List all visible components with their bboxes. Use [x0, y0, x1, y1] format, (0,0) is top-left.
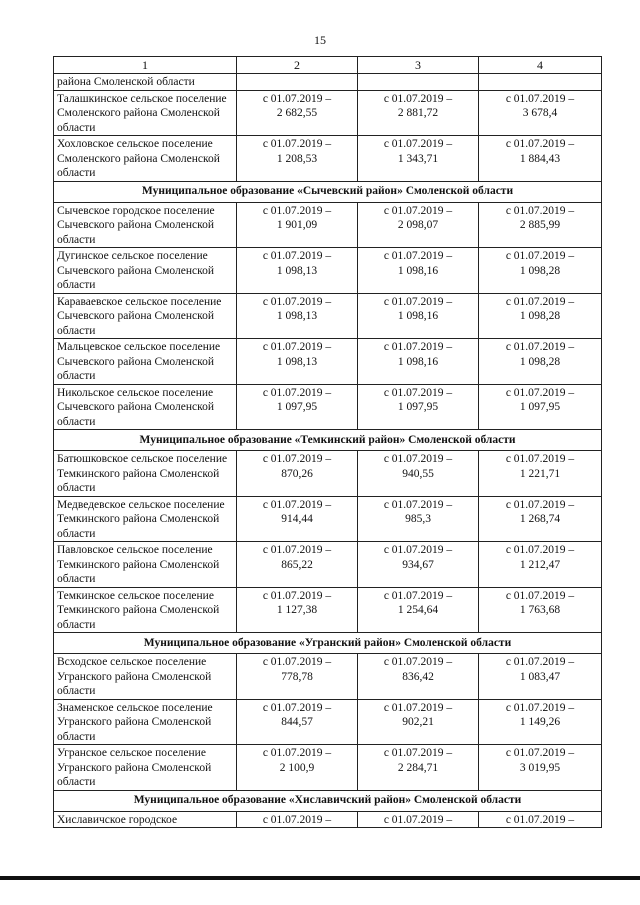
- value-cell-c3: [358, 202, 479, 248]
- value-cell-c2: [237, 699, 358, 745]
- tariff-value: 1 098,28: [519, 355, 561, 368]
- tariff-value: 1 149,26: [519, 716, 561, 728]
- effective-date: с 01.07.2019 –: [262, 138, 332, 150]
- empty-cell: [237, 74, 358, 91]
- effective-date: с 01.07.2019 –: [383, 544, 453, 556]
- value-cell-c2: [237, 811, 358, 828]
- tariff-value: 870,26: [281, 467, 313, 480]
- settlement-name: Всходское сельское поселение Угранского района Смоленской области: [54, 654, 237, 700]
- value-cell-c3: [358, 384, 479, 430]
- settlement-name: Темкинское сельское поселение Темкинского района Смоленской области: [54, 587, 237, 633]
- tariff-value: 2 881,72: [397, 107, 439, 119]
- tariff-value: 1 098,16: [397, 310, 439, 322]
- effective-date: с 01.07.2019 –: [505, 453, 575, 465]
- settlement-row: [54, 339, 602, 385]
- value-cell-c2: [237, 202, 358, 248]
- effective-date: с 01.07.2019 –: [262, 386, 332, 399]
- tariff-value: 2 682,55: [276, 107, 318, 119]
- value-cell-c4: [479, 90, 602, 136]
- settlement-name: Мальцевское сельское поселение Сычевского района Смоленской области: [54, 339, 237, 385]
- tariff-value: 1 098,16: [397, 355, 439, 368]
- effective-date: с 01.07.2019 –: [505, 747, 575, 759]
- value-cell-c2: [237, 496, 358, 542]
- tariff-value: 1 208,53: [276, 152, 318, 165]
- value-cell-c3: [358, 339, 479, 385]
- tariff-value: 1 098,28: [519, 310, 561, 322]
- effective-date: с 01.07.2019 –: [262, 701, 332, 714]
- value-cell-c3: [358, 136, 479, 182]
- settlement-name: Батюшковское сельское поселение Темкинского района Смоленской области: [54, 451, 237, 497]
- effective-date: с 01.07.2019 –: [383, 813, 453, 826]
- value-cell-c4: [479, 654, 602, 700]
- effective-date: с 01.07.2019 –: [383, 589, 453, 602]
- effective-date: с 01.07.2019 –: [505, 589, 575, 602]
- tariff-value: 1 884,43: [519, 152, 561, 165]
- section-title: Муниципальное образование «Хиславичский район» Смоленской области: [54, 790, 602, 811]
- tariff-value: 1 098,28: [519, 264, 561, 277]
- tariff-value: 2 100,9: [279, 761, 315, 774]
- effective-date: с 01.07.2019 –: [262, 341, 332, 353]
- value-cell-c2: [237, 339, 358, 385]
- value-cell-c3: [358, 745, 479, 791]
- continuation-row: [54, 74, 602, 91]
- effective-date: с 01.07.2019 –: [383, 656, 453, 668]
- settlement-name: Дугинское сельское поселение Сычевского района Смоленской области: [54, 248, 237, 294]
- value-cell-c4: [479, 542, 602, 588]
- value-cell-c2: [237, 248, 358, 294]
- settlement-row: [54, 745, 602, 791]
- effective-date: с 01.07.2019 –: [383, 138, 453, 150]
- tariff-value: 844,57: [281, 716, 313, 728]
- tariff-value: 1 097,95: [519, 401, 561, 413]
- value-cell-c2: [237, 384, 358, 430]
- effective-date: с 01.07.2019 –: [383, 386, 453, 399]
- tariff-value: 1 083,47: [519, 670, 561, 683]
- settlement-row: [54, 451, 602, 497]
- effective-date: с 01.07.2019 –: [505, 138, 575, 150]
- tariff-value: 1 901,09: [276, 219, 318, 231]
- effective-date: с 01.07.2019 –: [505, 544, 575, 556]
- value-cell-c4: [479, 451, 602, 497]
- effective-date: с 01.07.2019 –: [505, 295, 575, 308]
- settlement-row: [54, 699, 602, 745]
- tariff-value: 2 284,71: [397, 761, 439, 774]
- section-header-row: [54, 633, 602, 654]
- value-cell-c3: [358, 90, 479, 136]
- tariff-value: 778,78: [281, 670, 313, 683]
- value-cell-c4: [479, 339, 602, 385]
- value-cell-c3: [358, 248, 479, 294]
- tariff-value: 1 097,95: [276, 401, 318, 413]
- tariff-value: 1 098,16: [397, 264, 439, 277]
- effective-date: с 01.07.2019 –: [505, 656, 575, 668]
- settlement-name: Угранское сельское поселение Угранского района Смоленской области: [54, 745, 237, 791]
- tariff-value: 3 678,4: [522, 107, 558, 119]
- effective-date: с 01.07.2019 –: [383, 250, 453, 262]
- value-cell-c2: [237, 542, 358, 588]
- tariff-value: 914,44: [281, 513, 313, 525]
- column-header-1: 1: [54, 57, 237, 74]
- effective-date: с 01.07.2019 –: [505, 204, 575, 217]
- value-cell-c3: [358, 654, 479, 700]
- section-title: Муниципальное образование «Угранский район» Смоленской области: [54, 633, 602, 654]
- tariff-value: 1 254,64: [397, 604, 439, 616]
- value-cell-c4: [479, 384, 602, 430]
- value-cell-c2: [237, 136, 358, 182]
- tariff-table: [53, 56, 602, 828]
- settlement-row: [54, 136, 602, 182]
- settlement-row: [54, 90, 602, 136]
- effective-date: с 01.07.2019 –: [262, 747, 332, 759]
- tariff-value: 2 885,99: [519, 219, 561, 231]
- value-cell-c2: [237, 451, 358, 497]
- effective-date: с 01.07.2019 –: [383, 701, 453, 714]
- column-header-4: 4: [479, 57, 602, 74]
- value-cell-c4: [479, 496, 602, 542]
- settlement-row: [54, 293, 602, 339]
- settlement-row: [54, 542, 602, 588]
- value-cell-c3: [358, 811, 479, 828]
- effective-date: с 01.07.2019 –: [383, 747, 453, 759]
- effective-date: с 01.07.2019 –: [505, 386, 575, 399]
- effective-date: с 01.07.2019 –: [383, 498, 453, 511]
- tariff-value: 1 343,71: [397, 152, 439, 165]
- tariff-value: 3 019,95: [519, 761, 561, 774]
- effective-date: с 01.07.2019 –: [383, 453, 453, 465]
- tariff-value: 1 268,74: [519, 513, 561, 525]
- value-cell-c4: [479, 811, 602, 828]
- settlement-name: Медведевское сельское поселение Темкинского района Смоленской области: [54, 496, 237, 542]
- settlement-row: [54, 248, 602, 294]
- value-cell-c4: [479, 248, 602, 294]
- bottom-rule: [0, 876, 640, 880]
- tariff-value: 1 098,13: [276, 310, 318, 322]
- effective-date: с 01.07.2019 –: [383, 204, 453, 217]
- effective-date: с 01.07.2019 –: [262, 544, 332, 556]
- settlement-row: [54, 587, 602, 633]
- section-header-row: [54, 181, 602, 202]
- value-cell-c3: [358, 496, 479, 542]
- settlement-name: Никольское сельское поселение Сычевского района Смоленской области: [54, 384, 237, 430]
- settlement-name: Павловское сельское поселение Темкинского района Смоленской области: [54, 542, 237, 588]
- tariff-value: 1 127,38: [276, 604, 318, 616]
- value-cell-c2: [237, 587, 358, 633]
- section-title: Муниципальное образование «Темкинский район» Смоленской области: [54, 430, 602, 451]
- effective-date: с 01.07.2019 –: [262, 295, 332, 308]
- settlement-name: Знаменское сельское поселение Угранского района Смоленской области: [54, 699, 237, 745]
- effective-date: с 01.07.2019 –: [383, 295, 453, 308]
- settlement-name: Караваевское сельское поселение Сычевского района Смоленской области: [54, 293, 237, 339]
- effective-date: с 01.07.2019 –: [383, 92, 453, 105]
- value-cell-c3: [358, 542, 479, 588]
- tariff-value: 940,55: [402, 467, 434, 480]
- effective-date: с 01.07.2019 –: [505, 701, 575, 714]
- value-cell-c3: [358, 293, 479, 339]
- tariff-value: 1 763,68: [519, 604, 561, 616]
- value-cell-c2: [237, 293, 358, 339]
- settlement-row: [54, 496, 602, 542]
- tariff-value: 2 098,07: [397, 219, 439, 231]
- section-header-row: [54, 430, 602, 451]
- effective-date: с 01.07.2019 –: [262, 813, 332, 826]
- value-cell-c3: [358, 451, 479, 497]
- effective-date: с 01.07.2019 –: [505, 341, 575, 353]
- tariff-value: 1 098,13: [276, 355, 318, 368]
- tariff-value: 985,3: [405, 513, 431, 525]
- effective-date: с 01.07.2019 –: [505, 813, 575, 826]
- value-cell-c4: [479, 202, 602, 248]
- effective-date: с 01.07.2019 –: [262, 453, 332, 465]
- effective-date: с 01.07.2019 –: [383, 341, 453, 353]
- tariff-value: 1 098,13: [276, 264, 318, 277]
- section-title: Муниципальное образование «Сычевский район» Смоленской области: [54, 181, 602, 202]
- tariff-value: 902,21: [402, 716, 434, 728]
- value-cell-c2: [237, 90, 358, 136]
- settlement-name: Талашкинское сельское поселение Смоленского района Смоленской области: [54, 90, 237, 136]
- empty-cell: [358, 74, 479, 91]
- tariff-value: 1 221,71: [519, 467, 561, 480]
- section-header-row: [54, 790, 602, 811]
- tariff-value: 836,42: [402, 670, 434, 683]
- settlement-row: [54, 202, 602, 248]
- effective-date: с 01.07.2019 –: [262, 204, 332, 217]
- tariff-value: 1 097,95: [397, 401, 439, 413]
- column-header-3: 3: [358, 57, 479, 74]
- continuation-cell: района Смоленской области: [54, 74, 237, 91]
- effective-date: с 01.07.2019 –: [505, 250, 575, 262]
- value-cell-c4: [479, 587, 602, 633]
- effective-date: с 01.07.2019 –: [262, 498, 332, 511]
- settlement-name: Сычевское городское поселение Сычевского района Смоленской области: [54, 202, 237, 248]
- effective-date: с 01.07.2019 –: [262, 92, 332, 105]
- value-cell-c4: [479, 136, 602, 182]
- settlement-row: [54, 384, 602, 430]
- value-cell-c3: [358, 699, 479, 745]
- tariff-value: 865,22: [281, 558, 313, 571]
- settlement-name: Хиславичское городское: [54, 811, 237, 828]
- table-header-row: [54, 57, 602, 74]
- value-cell-c2: [237, 745, 358, 791]
- effective-date: с 01.07.2019 –: [262, 656, 332, 668]
- value-cell-c4: [479, 699, 602, 745]
- effective-date: с 01.07.2019 –: [505, 92, 575, 105]
- value-cell-c4: [479, 745, 602, 791]
- table-body: [54, 57, 602, 828]
- tariff-value: 1 212,47: [519, 558, 561, 571]
- settlement-name: Хохловское сельское поселение Смоленского района Смоленской области: [54, 136, 237, 182]
- value-cell-c2: [237, 654, 358, 700]
- settlement-row: [54, 811, 602, 828]
- effective-date: с 01.07.2019 –: [262, 589, 332, 602]
- value-cell-c4: [479, 293, 602, 339]
- effective-date: с 01.07.2019 –: [262, 250, 332, 262]
- effective-date: с 01.07.2019 –: [505, 498, 575, 511]
- column-header-2: 2: [237, 57, 358, 74]
- empty-cell: [479, 74, 602, 91]
- settlement-row: [54, 654, 602, 700]
- page-number: 15: [314, 33, 326, 47]
- tariff-value: 934,67: [402, 558, 434, 571]
- value-cell-c3: [358, 587, 479, 633]
